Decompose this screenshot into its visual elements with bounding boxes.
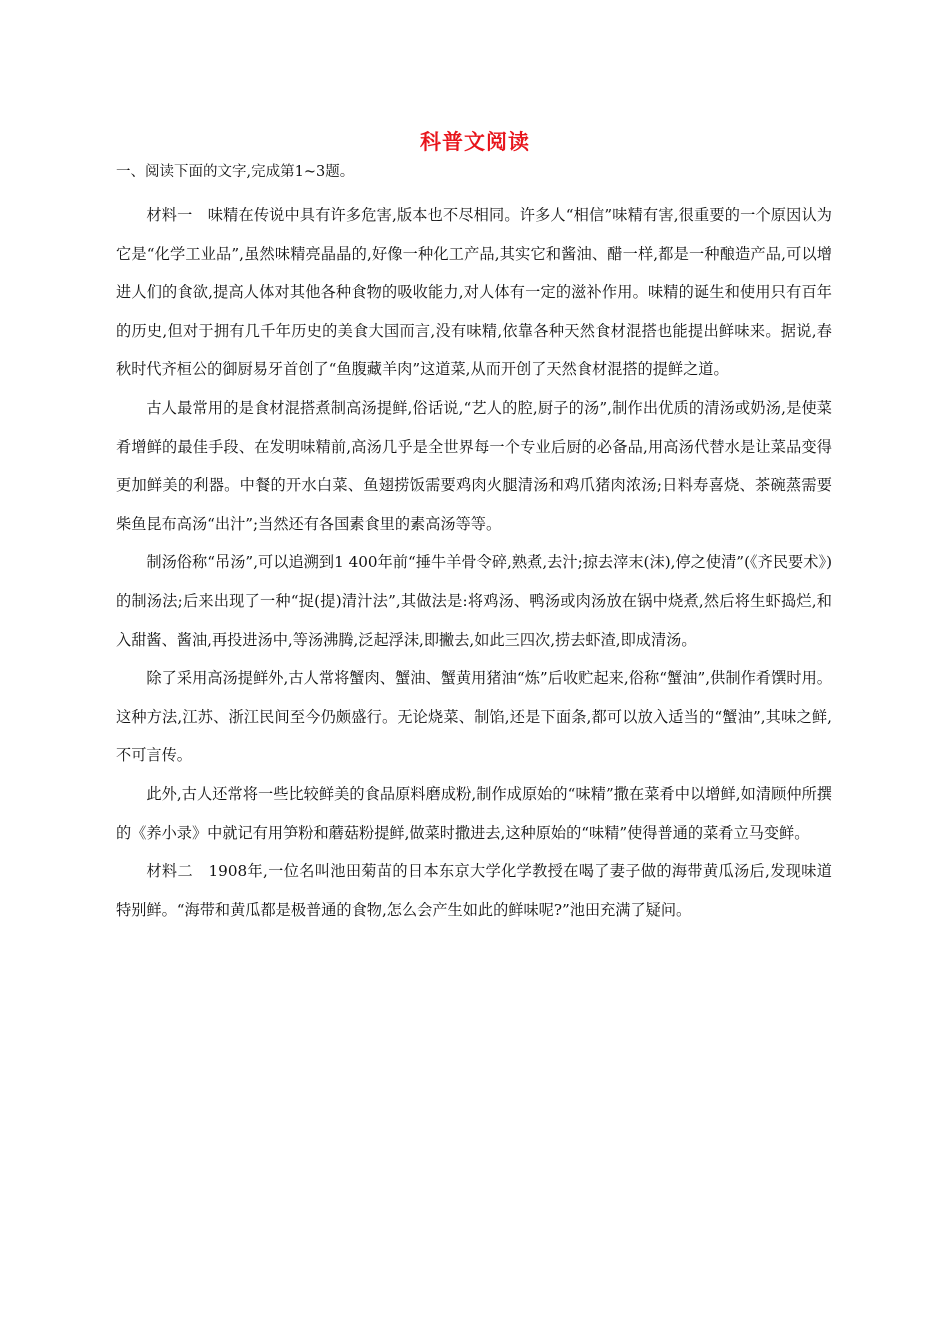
question-instruction: 一、阅读下面的文字,完成第1~3题。 bbox=[116, 164, 355, 180]
paragraph-crab-oil: 除了采用高汤提鲜外,古人常将蟹肉、蟹油、蟹黄用猪油“炼”后收贮起来,俗称“蟹油”,供制作肴馔时用。这种方法,江苏、浙江民间至今仍颇盛行。无论烧菜、制馅,还是下面条,都可以放入适当的“蟹油”,其味之鲜,不可言传。 bbox=[116, 669, 832, 765]
article-body bbox=[116, 196, 832, 929]
paragraph-broth: 古人最常用的是食材混搭煮制高汤提鲜,俗话说,“艺人的腔,厨子的汤”,制作出优质的清汤或奶汤,是使菜肴增鲜的最佳手段、在发明味精前,高汤几乎是全世界每一个专业后厨的必备品,用高汤代替水是让菜品变得更加鲜美的利器。中餐的开水白菜、鱼翅捞饭需要鸡肉火腿清汤和鸡爪猪肉浓汤;日料寿喜烧、茶碗蒸需要柴鱼昆布高汤“出汁”;当然还有各国素食里的素高汤等等。 bbox=[116, 398, 832, 533]
paragraph-material-one: 材料一 味精在传说中具有许多危害,版本也不尽相同。许多人“相信”味精有害,很重要的一个原因认为它是“化学工业品”,虽然味精亮晶晶的,好像一种化工产品,其实它和酱油、醋一样,都是一种酿造产品,可以增进人们的食欲,提高人体对其他各种食物的吸收能力,对人体有一定的滋补作用。味精的诞生和使用只有百年的历史,但对于拥有几千年历史的美食大国而言,没有味精,依靠各种天然食材混搭也能提出鲜味来。据说,春秋时代齐桓公的御厨易牙首创了“鱼腹藏羊肉”这道菜,从而开创了天然食材混搭的提鲜之道。 bbox=[116, 206, 832, 379]
paragraph-powder: 此外,古人还常将一些比较鲜美的食品原料磨成粉,制作成原始的“味精”撒在菜肴中以增鲜,如清顾仲所撰的《养小录》中就记有用笋粉和蘑菇粉提鲜,做菜时撒进去,这种原始的“味精”使得普通的菜肴立马变鲜。 bbox=[116, 784, 832, 842]
page-title: 科普文阅读 bbox=[420, 130, 530, 154]
paragraph-material-two: 材料二 1908年,一位名叫池田菊苗的日本东京大学化学教授在喝了妻子做的海带黄瓜汤后,发现味道特别鲜。“海带和黄瓜都是极普通的食物,怎么会产生如此的鲜味呢?”池田充满了疑问。 bbox=[116, 862, 832, 919]
paragraph-stock-making: 制汤俗称“吊汤”,可以追溯到1 400年前“捶牛羊骨令碎,熟煮,去汁;掠去滓末(沫),停之使清”(《齐民要术》)的制汤法;后来出现了一种“捉(提)清汁法”,其做法是:将鸡汤、鸭汤或肉汤放在锅中烧煮,然后将生虾捣烂,和入甜酱、酱油,再投进汤中,等汤沸腾,泛起浮沫,即撇去,如此三四次,捞去虾渣,即成清汤。 bbox=[116, 553, 832, 649]
